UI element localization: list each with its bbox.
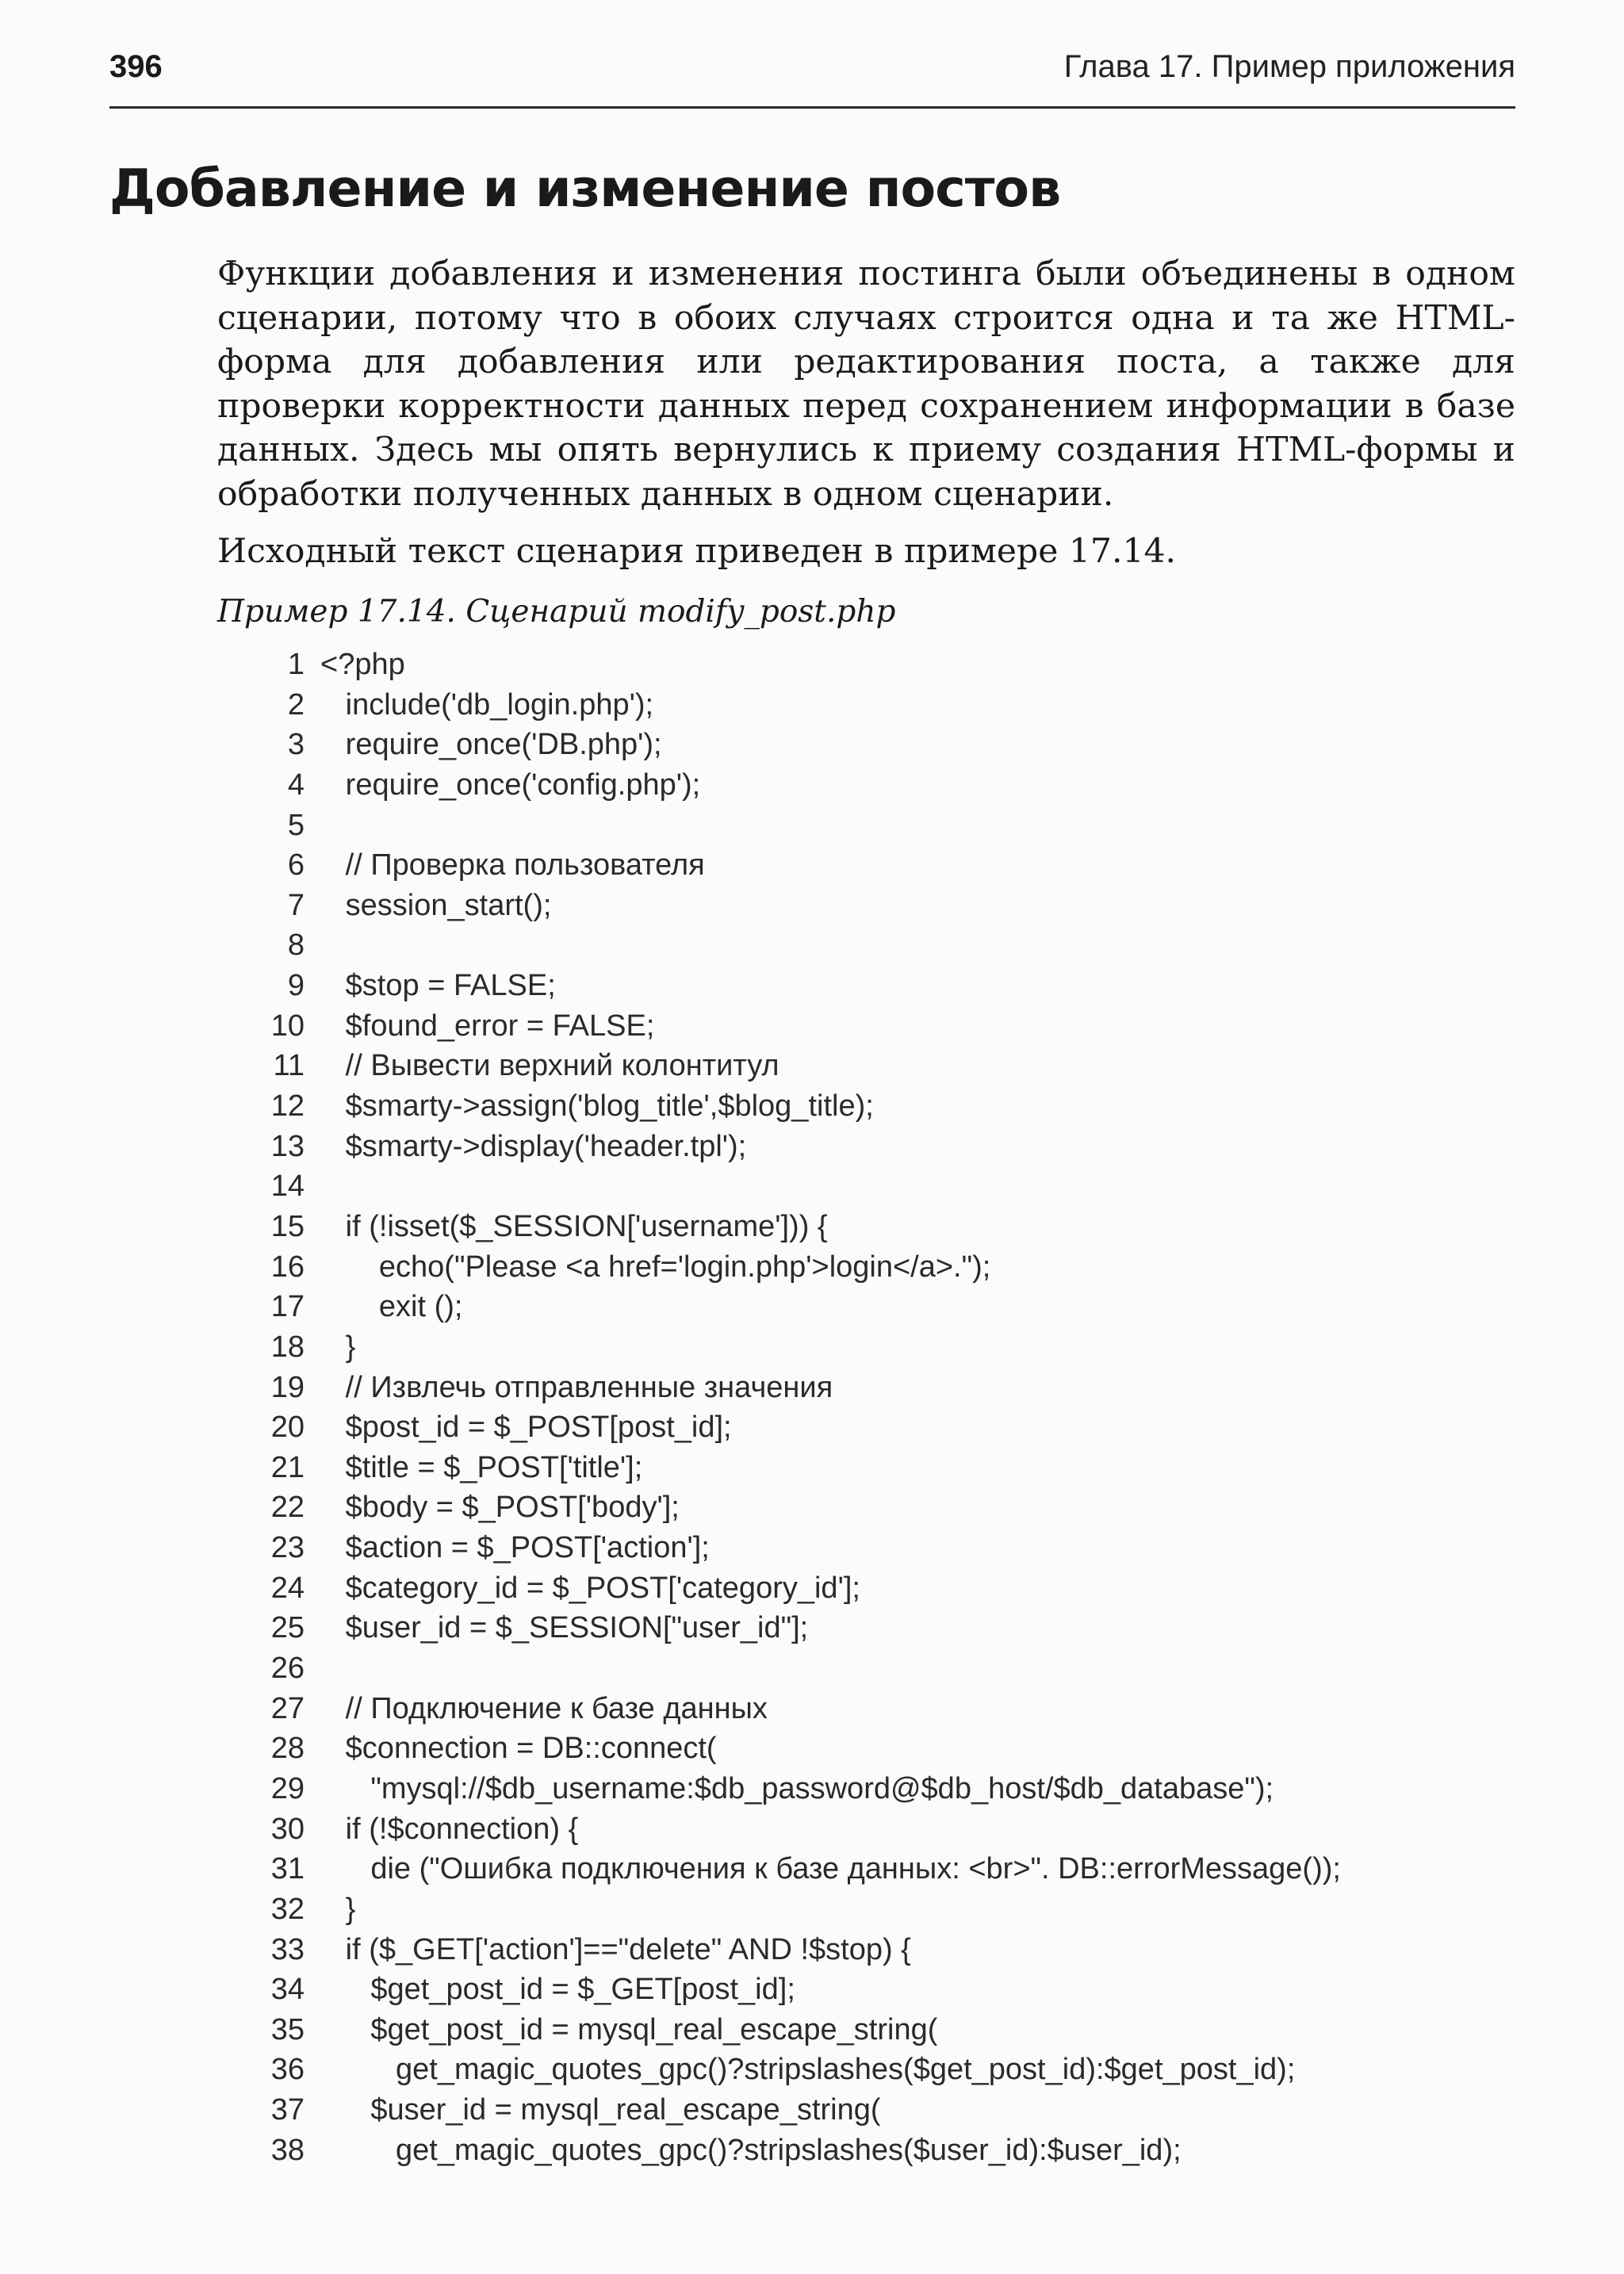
- code-text: <?php: [320, 648, 405, 681]
- code-line: [246, 645, 405, 685]
- code-line: [246, 2050, 1296, 2090]
- code-line: [246, 1648, 304, 1689]
- code-text: $smarty->display('header.tpl');: [320, 1129, 747, 1163]
- line-number: 25: [270, 1611, 304, 1645]
- example-caption: Пример 17.14. Сценарий modify_post.php: [217, 594, 896, 630]
- code-line: [246, 886, 552, 926]
- line-number: 6: [287, 848, 304, 882]
- code-line: [246, 1407, 732, 1448]
- code-listing: [246, 645, 1341, 2170]
- code-line: [246, 1849, 1341, 1889]
- line-number: 16: [270, 1250, 304, 1284]
- line-number: 32: [270, 1892, 304, 1926]
- code-line: [246, 1970, 795, 2010]
- line-number: 28: [270, 1732, 304, 1766]
- code-line: [246, 1046, 779, 1086]
- code-text: // Вывести верхний колонтитул: [320, 1049, 779, 1083]
- code-line: [246, 1809, 579, 1850]
- code-line: [246, 1166, 304, 1207]
- line-number: 20: [270, 1411, 304, 1445]
- line-number: 15: [270, 1209, 304, 1243]
- line-number: 17: [270, 1290, 304, 1324]
- code-line: [246, 966, 556, 1006]
- line-number: 22: [270, 1491, 304, 1525]
- code-line: [246, 725, 662, 765]
- code-line: [246, 1327, 356, 1368]
- line-number: 7: [287, 888, 304, 922]
- code-line: [246, 925, 304, 966]
- code-line: [246, 1689, 768, 1729]
- line-number: 26: [270, 1652, 304, 1686]
- line-number: 10: [270, 1009, 304, 1043]
- page-number: 396: [109, 49, 163, 84]
- code-text: exit ();: [320, 1290, 463, 1324]
- code-text: $body = $_POST['body'];: [320, 1491, 680, 1525]
- line-number: 19: [270, 1370, 304, 1404]
- code-text: $smarty->assign('blog_title',$blog_title);: [320, 1089, 874, 1124]
- code-text: $get_post_id = $_GET[post_id];: [320, 1973, 795, 2007]
- code-line: [246, 1448, 643, 1488]
- line-number: 33: [270, 1932, 304, 1966]
- code-text: // Извлечь отправленные значения: [320, 1370, 833, 1404]
- line-number: 14: [270, 1170, 304, 1204]
- code-line: [246, 1728, 717, 1769]
- code-line: [246, 1568, 860, 1609]
- line-number: 30: [270, 1812, 304, 1846]
- code-text: require_once('config.php');: [320, 768, 701, 802]
- code-text: if (!$connection) {: [320, 1812, 579, 1846]
- code-text: if (!isset($_SESSION['username'])) {: [320, 1209, 828, 1243]
- code-text: if ($_GET['action']=="delete" AND !$stop) {: [320, 1932, 911, 1966]
- code-text: session_start();: [320, 888, 552, 922]
- code-text: $post_id = $_POST[post_id];: [320, 1411, 732, 1445]
- line-number: 2: [287, 687, 304, 722]
- code-line: [246, 1247, 991, 1288]
- code-line: [246, 2130, 1182, 2171]
- code-text: get_magic_quotes_gpc()?stripslashes($get_post_id):$get_post_id);: [320, 2053, 1296, 2087]
- code-line: [246, 2010, 938, 2050]
- line-number: 9: [287, 969, 304, 1003]
- line-number: 34: [270, 1973, 304, 2007]
- line-number: 27: [270, 1691, 304, 1725]
- running-head: Глава 17. Пример приложения: [1063, 49, 1515, 84]
- code-line: [246, 1086, 874, 1127]
- line-number: 5: [287, 808, 304, 842]
- code-line: [246, 1006, 655, 1047]
- code-text: include('db_login.php');: [320, 687, 654, 722]
- code-text: $action = $_POST['action'];: [320, 1531, 710, 1565]
- code-text: get_magic_quotes_gpc()?stripslashes($user_id):$user_id);: [320, 2133, 1182, 2167]
- line-number: 36: [270, 2053, 304, 2087]
- code-text: $connection = DB::connect(: [320, 1732, 717, 1766]
- code-line: [246, 1368, 833, 1408]
- line-number: 8: [287, 928, 304, 963]
- code-line: [246, 1127, 747, 1167]
- code-text: $user_id = $_SESSION["user_id"];: [320, 1611, 809, 1645]
- line-number: 29: [270, 1771, 304, 1805]
- code-line: [246, 1889, 356, 1930]
- code-text: $found_error = FALSE;: [320, 1009, 655, 1043]
- line-number: 31: [270, 1852, 304, 1886]
- line-number: 38: [270, 2133, 304, 2167]
- code-line: [246, 2090, 881, 2130]
- code-line: [246, 1528, 710, 1568]
- line-number: 37: [270, 2093, 304, 2127]
- code-text: "mysql://$db_username:$db_password@$db_host/$db_database");: [320, 1771, 1274, 1805]
- line-number: 24: [270, 1571, 304, 1605]
- code-text: $get_post_id = mysql_real_escape_string(: [320, 2012, 938, 2046]
- code-line: [246, 765, 701, 806]
- code-text: }: [320, 1330, 356, 1364]
- code-line: [246, 845, 705, 886]
- code-line: [246, 1769, 1274, 1809]
- code-line: [246, 685, 654, 725]
- header-rule: [109, 106, 1515, 109]
- line-number: 23: [270, 1531, 304, 1565]
- code-text: require_once('DB.php');: [320, 728, 662, 762]
- line-number: 11: [273, 1049, 304, 1083]
- body-paragraph: Исходный текст сценария приведен в примере 17.14.: [217, 532, 1177, 571]
- line-number: 18: [270, 1330, 304, 1364]
- code-line: [246, 806, 304, 846]
- line-number: 3: [287, 728, 304, 762]
- code-line: [246, 1608, 809, 1648]
- code-text: $category_id = $_POST['category_id'];: [320, 1571, 860, 1605]
- code-line: [246, 1287, 463, 1327]
- code-text: $title = $_POST['title'];: [320, 1450, 643, 1484]
- line-number: 4: [287, 768, 304, 802]
- line-number: 35: [270, 2012, 304, 2046]
- line-number: 21: [270, 1450, 304, 1484]
- code-text: $stop = FALSE;: [320, 969, 556, 1003]
- line-number: 12: [270, 1089, 304, 1124]
- code-text: die ("Ошибка подключения к базе данных: <br>". DB::errorMessage());: [320, 1852, 1341, 1886]
- body-paragraph: Функции добавления и изменения постинга были объединены в одном сценарии, потому что в обоих случаях строится одна и та же HTML-форма для добавления или редактирования поста, а также для проверки корректности данных перед сохранением информации в базе данных. Здесь мы опять вернулись к приему создания HTML-формы и обработки полученных данных в одном сценарии.: [217, 255, 1515, 514]
- code-text: // Проверка пользователя: [320, 848, 705, 882]
- code-line: [246, 1207, 828, 1247]
- code-text: echo("Please <a href='login.php'>login</a>.");: [320, 1250, 991, 1284]
- line-number: 13: [270, 1129, 304, 1163]
- section-title: Добавление и изменение постов: [109, 159, 1061, 219]
- code-line: [246, 1930, 911, 1970]
- code-text: $user_id = mysql_real_escape_string(: [320, 2093, 881, 2127]
- code-line: [246, 1487, 680, 1528]
- code-text: }: [320, 1892, 356, 1926]
- line-number: 1: [287, 648, 304, 681]
- code-text: // Подключение к базе данных: [320, 1691, 768, 1725]
